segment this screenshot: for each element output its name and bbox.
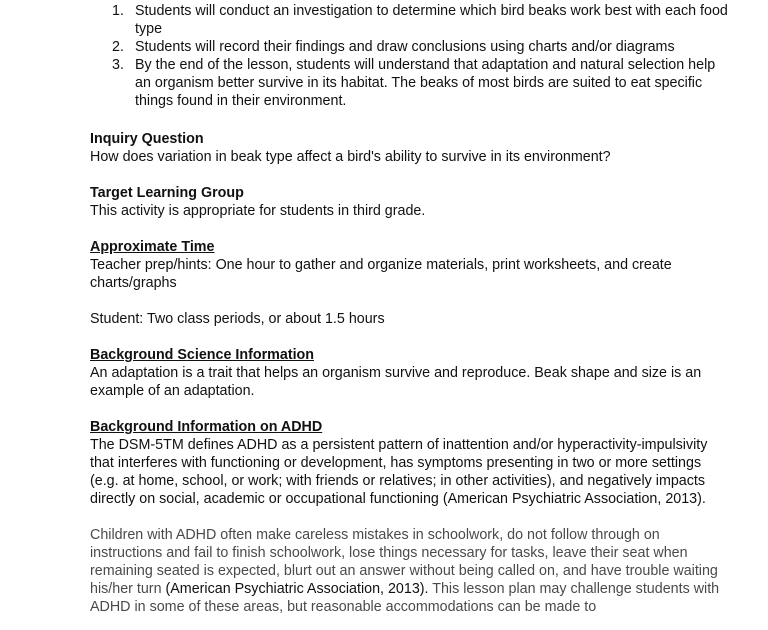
inquiry-text: How does variation in beak type affect a bird's ability to survive in its environment? — [90, 149, 611, 165]
adhd-section — [90, 418, 730, 616]
adhd-paragraph-2 — [90, 526, 730, 616]
target-section — [90, 184, 730, 220]
objective-number: 3. — [112, 57, 124, 73]
objective-text: By the end of the lesson, students will understand that adaptation and natural selection help an organism better survive in its habitat. The beaks of most birds are suited to eat specific things found in their environment. — [135, 57, 716, 109]
adhd-heading: Background Information on ADHD — [90, 419, 323, 435]
adhd-paragraph-2-part-2: This lesson plan may challenge students with ADHD in some of these areas, but reasonable accommodations can be made to — [90, 581, 720, 615]
objective-item — [90, 38, 730, 56]
time-heading: Approximate Time — [90, 239, 215, 255]
time-teacher-text: Teacher prep/hints: One hour to gather and organize materials, print worksheets, and create charts/graphs — [90, 257, 672, 291]
science-section — [90, 346, 730, 400]
objective-item — [90, 2, 730, 38]
science-text: An adaptation is a trait that helps an organism survive and reproduce. Beak shape and size is an example of an adaptation. — [90, 365, 702, 399]
target-text: This activity is appropriate for students in third grade. — [90, 203, 426, 219]
objective-number: 2. — [112, 39, 124, 55]
objective-text: Students will record their findings and draw conclusions using charts and/or diagrams — [135, 39, 675, 55]
adhd-paragraph-1: The DSM-5TM defines ADHD as a persistent pattern of inattention and/or hyperactivity-impulsivity that interferes with functioning or development, has symptoms presenting in two or more settings (e.g. at home, school, or work; with friends or relatives; in other activities), and negatively impacts directly on social, academic or occupational functioning (American Psychiatric Association, 2013). — [90, 437, 708, 507]
time-student-text: Student: Two class periods, or about 1.5 hours — [90, 311, 385, 327]
science-heading: Background Science Information — [90, 347, 315, 363]
objective-text: Students will conduct an investigation to determine which bird beaks work best with each food type — [135, 3, 728, 37]
adhd-paragraph-2-citation: (American Psychiatric Association, 2013). — [165, 581, 433, 597]
objective-number: 1. — [112, 3, 124, 19]
objectives-list — [90, 2, 730, 110]
objective-item — [90, 56, 730, 110]
adhd-paragraph-2-part-1: Children with ADHD often make careless mistakes in schoolwork, do not follow through on instructions and fail to finish schoolwork, lose things necessary for tasks, leave their seat when remaining seated is expected, blurt out an answer without being called on, and have trouble waiting his/her turn — [90, 527, 718, 597]
time-section — [90, 238, 730, 328]
target-heading: Target Learning Group — [90, 185, 244, 201]
inquiry-section — [90, 130, 730, 166]
document-page — [90, 0, 730, 616]
inquiry-heading: Inquiry Question — [90, 131, 204, 147]
